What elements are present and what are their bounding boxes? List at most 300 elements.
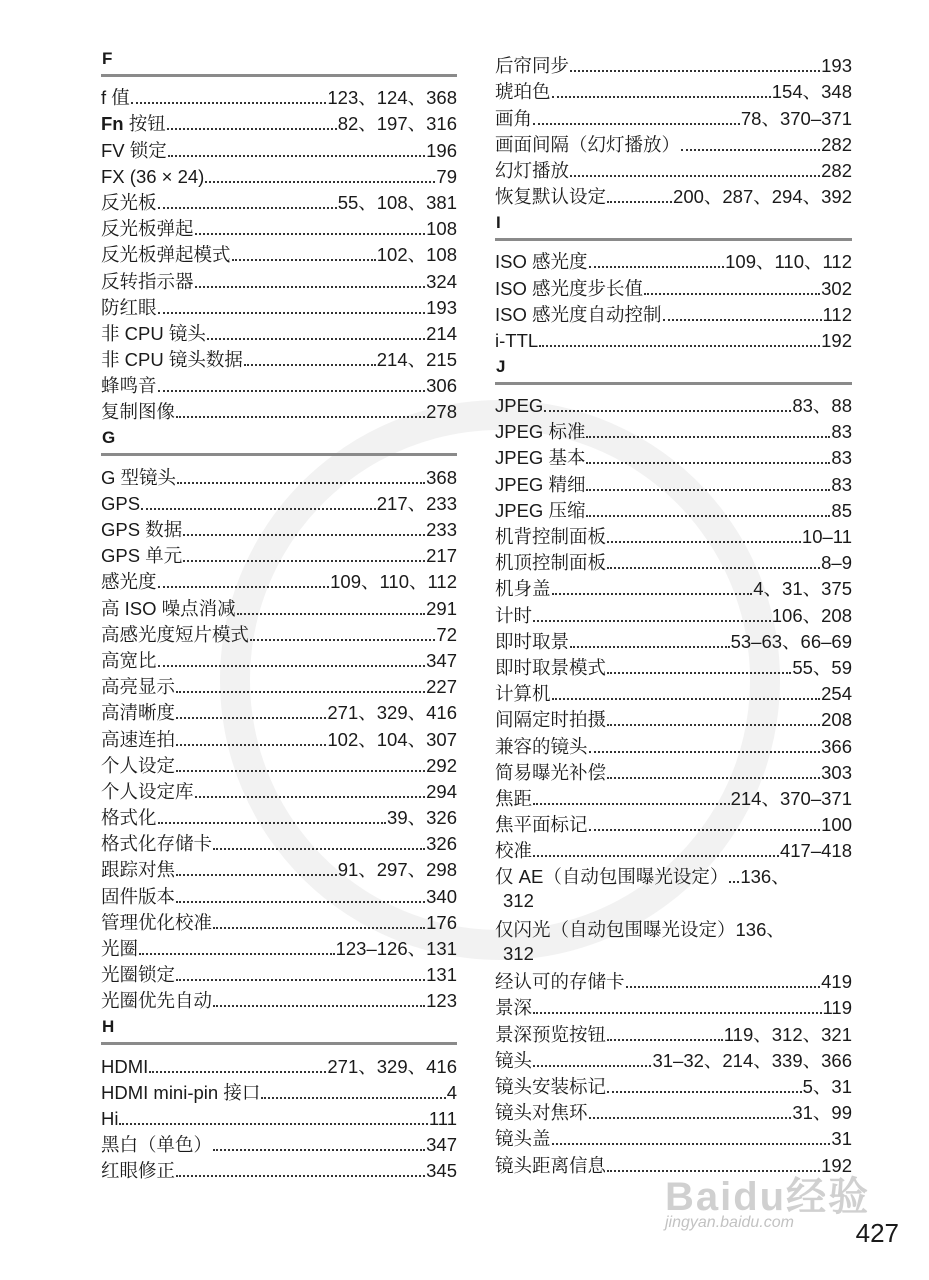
index-pages: 55、59 [792,656,852,678]
index-pages: 214 [426,322,457,344]
index-entry [101,345,457,371]
index-term: 幻灯播放 [495,159,570,181]
index-entry [101,567,457,593]
index-entry [495,1124,852,1150]
index-term: 复制图像 [101,401,176,423]
dot-leader [207,338,425,340]
dot-leader [589,829,821,831]
index-pages: 368 [426,466,457,488]
index-entry [495,627,852,653]
section-header [101,1012,457,1051]
index-pages: 83 [831,421,852,443]
index-term: 间隔定时拍摄 [495,709,607,731]
index-term: HDMI mini-pin 接口 [101,1081,261,1103]
section-entries [495,391,852,1177]
index-term: ISO 感光度自动控制 [495,303,662,325]
index-entry [495,784,852,810]
index-term: HDMI [101,1055,149,1077]
index-entry [101,319,457,345]
index-pages: 102、108 [376,244,457,266]
index-entry [495,600,852,626]
dot-leader [232,259,376,261]
index-entry [495,1019,852,1045]
index-entry [495,156,852,182]
index-term: 仅闪光（自动包围曝光设定） [495,918,736,940]
dot-leader [139,953,335,955]
index-pages: 208 [821,709,852,731]
index-entry [101,371,457,397]
index-entry [101,462,457,488]
index-term: 仅 AE（自动包围曝光设定） [495,866,729,888]
index-pages: 123、124、368 [327,87,457,109]
index-pages: 112 [822,303,852,325]
index-pages: 83、88 [792,395,852,417]
index-pages: 294 [426,780,457,802]
index-pages: 193 [821,55,852,77]
index-term: i-TTL [495,329,539,351]
page-number: 427 [855,1218,899,1248]
index-section [495,352,852,1177]
index-entry [101,162,457,188]
index-entry [101,1051,457,1077]
index-pages: 326 [426,833,457,855]
index-term: 固件版本 [101,885,176,907]
index-entry [101,855,457,881]
dot-leader [607,541,801,543]
index-section [495,208,852,352]
dot-leader [250,639,435,641]
index-pages: 278 [426,401,457,423]
index-term: GPS [101,492,141,514]
index-pages: 154、348 [771,81,852,103]
dot-leader [607,201,672,203]
index-term: Fn 按钮 [101,113,166,135]
index-pages: 254 [821,683,852,705]
index-pages: 417–418 [779,840,852,862]
index-pages: 53–63、66–69 [730,630,852,652]
dot-leader [570,70,820,72]
dot-leader [533,123,740,125]
dot-leader [176,874,337,876]
dot-leader [119,1123,427,1125]
index-term: 即时取景 [495,630,570,652]
dot-leader [552,593,753,595]
index-entry [101,1156,457,1182]
index-pages: 282 [821,133,852,155]
dot-leader [176,979,425,981]
index-term: f 值 [101,87,130,109]
dot-leader [681,149,820,151]
index-pages: 324 [426,270,457,292]
section-header [101,44,457,83]
index-pages: 227 [426,676,457,698]
index-pages: 291 [426,597,457,619]
section-rule [495,382,852,385]
index-term: 反光板 [101,191,157,213]
dot-leader [607,567,820,569]
continued-h-entries [495,51,852,208]
index-entry [101,293,457,319]
section-header [495,208,852,247]
index-term: 简易曝光补偿 [495,761,607,783]
dot-leader [213,848,425,850]
dot-leader [183,534,425,536]
dot-leader [607,672,791,674]
index-term: ISO 感光度 [495,251,588,273]
index-entry [101,1104,457,1130]
dot-leader [586,515,830,517]
dot-leader [176,901,425,903]
index-pages: 39、326 [387,807,457,829]
index-term: 焦平面标记 [495,814,588,836]
dot-leader [552,96,771,98]
index-term: 反转指示器 [101,270,194,292]
index-entry [495,247,852,273]
index-term: 格式化存储卡 [101,833,213,855]
section-entries [101,83,457,423]
index-term: 焦距 [495,787,533,809]
index-entry [495,51,852,77]
dot-leader [729,881,739,883]
index-entry [495,77,852,103]
index-pages: 303 [821,761,852,783]
index-pages: 31 [831,1128,852,1150]
dot-leader [158,312,426,314]
index-entry [101,83,457,109]
index-term: JPEG 精细 [495,473,586,495]
dot-leader [544,410,791,412]
dot-leader [570,646,730,648]
index-pages: 136、 [735,918,785,940]
dot-leader [213,1149,425,1151]
index-entry [101,777,457,803]
index-term: 反光板弹起模式 [101,244,231,266]
index-column-right [495,44,852,1177]
index-entry [495,103,852,129]
index-term: JPEG 压缩 [495,499,586,521]
index-pages: 302 [821,277,852,299]
dot-leader [586,489,830,491]
index-entry [101,934,457,960]
index-entry [101,240,457,266]
index-pages: 271、329、416 [327,1055,457,1077]
index-entry [101,397,457,423]
index-pages: 192 [821,329,852,351]
section-rule [101,1042,457,1045]
dot-leader [244,364,376,366]
index-term: JPEG 标准 [495,421,586,443]
dot-leader [533,620,771,622]
index-term: 镜头安装标记 [495,1075,607,1097]
index-pages: 82、197、316 [337,113,457,135]
dot-leader [213,927,425,929]
index-pages: 366 [821,735,852,757]
index-term: GPS 单元 [101,545,183,567]
index-pages: 5、31 [802,1075,852,1097]
index-term: 校准 [495,840,533,862]
dot-leader [552,698,821,700]
dot-leader [131,102,327,104]
index-term: FX (36 × 24) [101,165,205,187]
index-term: 计时 [495,604,533,626]
index-entry [101,672,457,698]
dot-leader [586,462,830,464]
dot-leader [539,345,820,347]
index-term: 后帘同步 [495,55,570,77]
index-term: 个人设定库 [101,780,194,802]
index-term: 光圈优先自动 [101,990,213,1012]
index-section [101,1012,457,1182]
index-pages: 233 [426,519,457,540]
section-rule [495,238,852,241]
index-pages: 345 [426,1160,457,1182]
index-pages: 119 [822,997,852,1019]
dot-leader [158,822,387,824]
index-pages: 10–11 [801,526,852,547]
dot-leader [663,319,822,321]
index-pages: 85 [831,499,852,521]
dot-leader [552,1143,831,1145]
dot-leader [167,128,337,130]
index-pages: 347 [426,649,457,671]
index-term: 恢复默认设定 [495,186,607,208]
index-entry [101,751,457,777]
index-entry [101,620,457,646]
index-entry [101,1130,457,1156]
index-term: 高清晰度 [101,702,176,724]
index-term: 防红眼 [101,296,157,318]
index-entry [495,1072,852,1098]
dot-leader [176,717,326,719]
index-section [101,44,457,423]
index-entry [495,522,852,548]
index-entry [495,273,852,299]
index-entry [495,130,852,156]
index-term: 景深 [495,997,533,1019]
index-entry [101,698,457,724]
index-entry [495,300,852,326]
index-entry [495,326,852,352]
index-term: 即时取景模式 [495,656,607,678]
index-term: ISO 感光度步长值 [495,277,644,299]
index-entry [495,469,852,495]
index-pages: 292 [426,754,457,776]
dot-leader [176,691,425,693]
index-pages: 123–126、131 [335,938,457,959]
index-term: 兼容的镜头 [495,735,588,757]
dot-leader [607,777,820,779]
index-term: 高亮显示 [101,676,176,698]
index-pages: 176 [426,911,457,933]
index-term: 镜头对焦环 [495,1102,588,1124]
dot-leader [213,1005,425,1007]
index-term: 琥珀色 [495,81,551,103]
index-pages: 109、110、112 [330,571,457,593]
index-pages: 419 [821,971,852,993]
index-entry [495,548,852,574]
index-pages: 79 [436,165,457,187]
section-letter: F [102,49,113,68]
index-entry [495,679,852,705]
index-pages: 193 [426,296,457,318]
index-entry [101,1078,457,1104]
dot-leader [177,482,425,484]
index-pages: 340 [426,885,457,907]
index-entry [495,417,852,443]
dot-leader [533,855,779,857]
index-entry [495,836,852,862]
baidu-brand-watermark: Baidu经验 [665,1175,871,1219]
index-pages: 217、233 [376,492,457,514]
index-entry [101,214,457,240]
dot-leader [533,803,730,805]
index-entry [101,881,457,907]
index-term: FV 锁定 [101,139,167,161]
section-rule [101,74,457,77]
index-term: 高 ISO 噪点消减 [101,597,236,619]
index-entry [101,803,457,829]
index-entry [495,391,852,417]
index-pages: 306 [426,375,457,397]
index-pages: 271、329、416 [327,702,457,724]
index-pages: 91、297、298 [337,859,457,881]
index-term: 非 CPU 镜头数据 [101,349,243,371]
index-pages: 4 [446,1081,457,1103]
index-term: 高宽比 [101,649,157,671]
index-term: 画面间隔（幻灯播放） [495,133,681,155]
index-pages: 111 [428,1107,457,1129]
dot-leader [205,181,435,183]
index-entry [101,135,457,161]
index-term: GPS 数据 [101,519,183,540]
index-entry [495,443,852,469]
section-header [495,352,852,391]
index-term: G 型镜头 [101,466,177,488]
index-term: 格式化 [101,807,157,829]
index-term: 感光度 [101,571,157,593]
index-term: Hi [101,1107,119,1129]
index-entry [101,829,457,855]
dot-leader [237,613,425,615]
dot-leader [533,1012,821,1014]
index-entry [101,908,457,934]
index-term: 个人设定 [101,754,176,776]
section-header [101,423,457,462]
index-pages: 282 [821,159,852,181]
index-entry [101,646,457,672]
index-entry [495,496,852,522]
watermark-url: jingyan.baidu.com [665,1214,794,1231]
index-term: 红眼修正 [101,1160,176,1182]
index-pages: 100 [821,814,852,836]
index-entry [101,515,457,541]
dot-leader [176,744,326,746]
index-term: 跟踪对焦 [101,859,176,881]
dot-leader [195,233,426,235]
index-pages: 108 [426,218,457,240]
dot-leader [158,586,330,588]
dot-leader [158,390,426,392]
index-term: 经认可的存储卡 [495,971,625,993]
index-term: 机顶控制面板 [495,552,607,574]
index-pages: 55、108、381 [337,191,457,213]
dot-leader [570,175,820,177]
dot-leader [168,155,425,157]
index-pages: 83 [831,473,852,495]
dot-leader [589,1117,792,1119]
index-entry [101,266,457,292]
dot-leader [158,665,426,667]
index-pages: 31–32、214、339、366 [652,1049,852,1071]
index-pages: 214、370–371 [730,787,852,809]
dot-leader [586,436,830,438]
section-entries [101,462,457,1012]
section-rule [101,453,457,456]
index-entry [495,731,852,757]
index-term: 黑白（单色） [101,1134,213,1156]
index-pages: 217 [426,545,457,567]
index-entry [101,188,457,214]
dot-leader [261,1097,445,1099]
index-entry [495,915,852,967]
index-entry [495,758,852,784]
index-term: 高速连拍 [101,728,176,750]
index-pages-continued: 312 [503,890,534,912]
index-pages: 214、215 [376,349,457,371]
dot-leader [176,1175,425,1177]
dot-leader [644,293,820,295]
index-pages: 106、208 [771,604,852,626]
dot-leader [607,1091,802,1093]
index-entry [495,653,852,679]
index-pages: 192 [821,1154,852,1176]
index-term: 景深预览按钮 [495,1023,607,1045]
index-entry [101,109,457,135]
index-entry [495,967,852,993]
index-entry [495,705,852,731]
index-entry [101,541,457,567]
index-term: JPEG [495,395,544,417]
index-pages: 200、287、294、392 [673,186,852,208]
index-term: 画角 [495,107,533,129]
index-pages: 102、104、307 [327,728,457,750]
index-term: 管理优化校准 [101,911,213,933]
dot-leader [626,986,821,988]
index-term: 计算机 [495,683,551,705]
index-term: 光圈锁定 [101,964,176,986]
dot-leader [141,508,376,510]
dot-leader [149,1071,326,1073]
index-section [101,423,457,1012]
section-entries [495,247,852,352]
index-pages: 196 [426,139,457,161]
index-term: 机身盖 [495,578,551,600]
section-letter: H [102,1017,115,1037]
dot-leader [183,560,425,562]
index-term: 反光板弹起 [101,218,194,240]
dot-leader [176,416,425,418]
index-term: 光圈 [101,938,139,959]
index-entry [101,489,457,515]
section-entries [101,1051,457,1182]
index-pages: 136、 [740,866,790,888]
dot-leader [607,1039,723,1041]
index-pages: 78、370–371 [740,107,852,129]
section-letter: G [102,428,116,448]
dot-leader [589,266,725,268]
index-entry [101,593,457,619]
index-entry [495,810,852,836]
